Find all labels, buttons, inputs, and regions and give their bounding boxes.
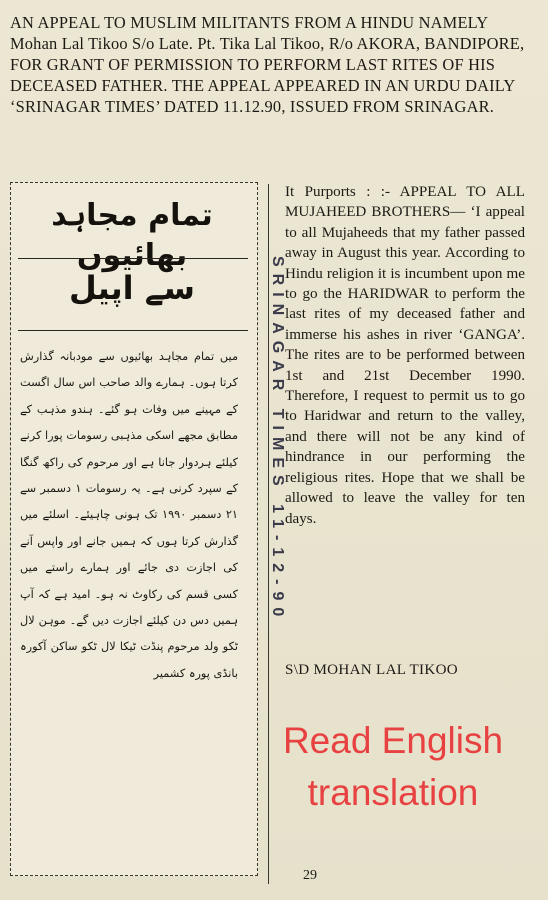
urdu-appeal-text: میں تمام مجاہد بھائیوں سے مودبانہ گذارش کرتا ہوں۔ ہمارے والد صاحب اس سال اگست کے مہینے میں وفات ہو گئے۔ ہندو مذہب کے مطابق مجھے اسکی مذہبی رسومات پورا کرنے کیلئے ہردوار جانا ہے اور مرحوم کی راکھ گنگا کے سپرد کرنی ہے۔ یہ رسومات ۱ دسمبر سے ۲۱ دسمبر ۱۹۹۰ تک ہونی چاہیئے۔ اسلئے میں گذارش کرتا ہوں کہ ہمیں جانے اور واپس آنے کی اجازت دی جائے اور ہمارے راستے میں کسی قسم کی رکاوٹ نہ ہو۔ امید ہے کہ آپ ہمیں دس دن کیلئے اجازت دیں گے۔ موہن لال ٹکو ولد مرحوم پنڈت ٹیکا لال ٹکو ساکن آکورہ بانڈی پورہ کشمیر bbox=[20, 350, 238, 680]
overlay-line1: Read English bbox=[282, 720, 504, 761]
english-translation: It Purports : :- APPEAL TO ALL MUJAHEED BROTHERS— ‘I appeal to all Mujaheeds that my father passed away in August this year. According to Hindu religion it is incumbent upon me to go the HARIDWAR to perform the last rites of my deceased father and immerse his ashes in river ‘GANGA’. The rites are to be performed between 1st and 21st December 1990. Therefore, I request to permit us to go to Haridwar and return to the valley, and there will not be any kind of hindrance in our performing the religious rites. Hope that we shall be allowed to leave the valley for ten days. bbox=[285, 184, 525, 527]
page-header: AN APPEAL TO MUSLIM MILITANTS FROM A HINDU NAMELY Mohan Lal Tikoo S/o Late. Pt. Tika Lal Tikoo, R/o AKORA, BANDIPORE, FOR GRANT OF PERMISSION TO PERFORM LAST RITES OF HIS DECEASED FATHER. THE APPEAL APPEARED IN AN URDU DAILY ‘SRINAGAR TIMES’ DATED 11.12.90, ISSUED FROM SRINAGAR. bbox=[10, 13, 525, 116]
page-number: 29 bbox=[303, 868, 317, 883]
signature-line: S\D MOHAN LAL TIKOO bbox=[285, 662, 458, 678]
urdu-headline-line1: تمام مجاہد بھائیوں bbox=[51, 198, 213, 273]
urdu-headline-line2: سے اپیل bbox=[69, 269, 195, 307]
newspaper-stamp: SRINAGAR TIMES 11-12-90 bbox=[269, 256, 286, 624]
headline-divider bbox=[18, 330, 248, 331]
read-translation-overlay bbox=[238, 718, 548, 816]
headline-divider bbox=[18, 258, 248, 259]
overlay-line2: translation bbox=[307, 772, 479, 813]
